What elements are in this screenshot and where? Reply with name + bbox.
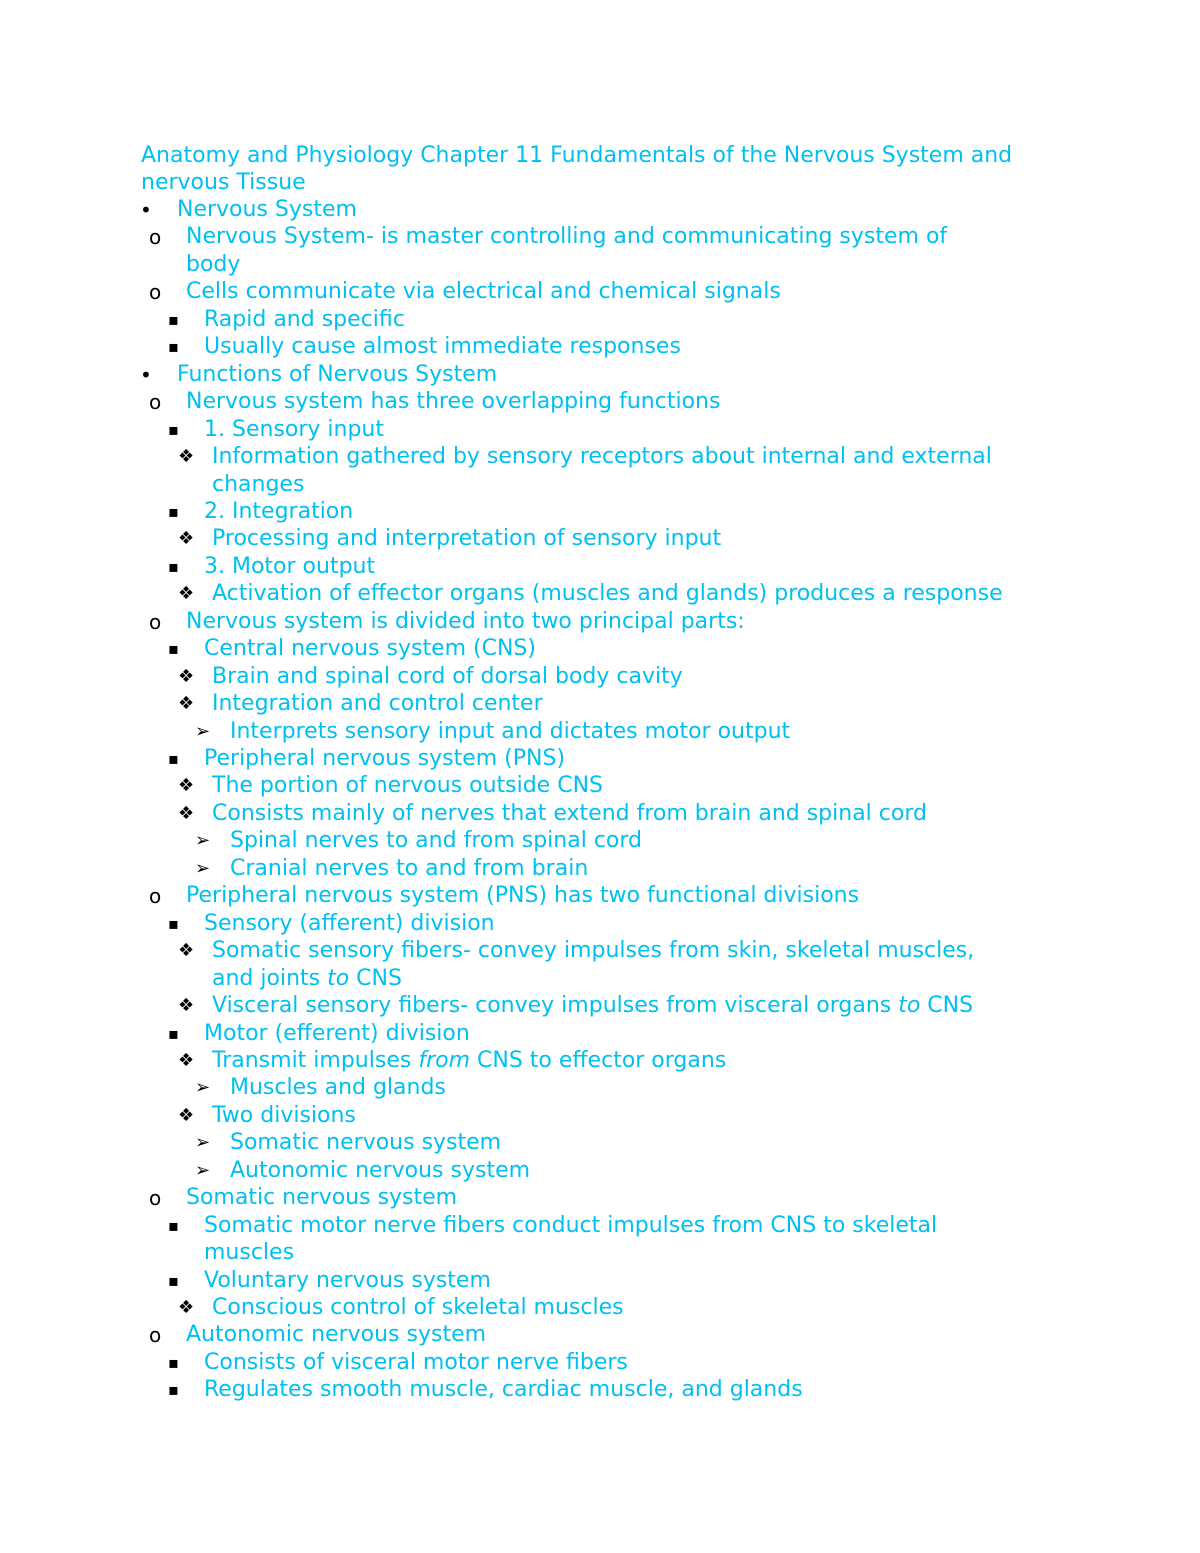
outline-line xyxy=(0,361,1200,389)
outline-line xyxy=(0,937,1200,965)
outline-text: changes xyxy=(212,472,305,497)
outline-text: Processing and interpretation of sensory input xyxy=(212,526,722,551)
bullet-l3-icon: ▪ xyxy=(168,749,179,768)
bullet-l4-icon: ❖ xyxy=(178,803,195,824)
bullet-l3-icon: ▪ xyxy=(168,1216,179,1235)
outline-text: 1. Sensory input xyxy=(204,417,384,442)
bullet-l4-icon: ❖ xyxy=(178,446,195,467)
outline-text: Muscles and glands xyxy=(230,1075,446,1100)
bullet-l4-icon: ❖ xyxy=(178,940,195,961)
bullet-l2-icon: o xyxy=(149,1186,162,1210)
outline-line xyxy=(0,1047,1200,1075)
text-segment: Transmit impulses xyxy=(212,1048,419,1073)
text-segment: CNS xyxy=(349,966,402,991)
bullet-l3-icon: ▪ xyxy=(168,557,179,576)
outline-text: Sensory (afferent) division xyxy=(204,911,495,936)
bullet-l3-icon: ▪ xyxy=(168,1024,179,1043)
outline-text: Usually cause almost immediate responses xyxy=(204,334,681,359)
outline-text: Spinal nerves to and from spinal cord xyxy=(230,828,643,853)
bullet-l1-icon: • xyxy=(140,363,152,387)
outline-text: The portion of nervous outside CNS xyxy=(212,773,603,798)
bullet-l1-icon: • xyxy=(140,198,152,222)
bullet-l4-icon: ❖ xyxy=(178,693,195,714)
outline-line xyxy=(0,1376,1200,1404)
text-segment: CNS to effector organs xyxy=(470,1048,727,1073)
outline-text: Interprets sensory input and dictates motor output xyxy=(230,719,791,744)
bullet-l3-icon: ▪ xyxy=(168,310,179,329)
outline-text: Consists mainly of nerves that extend from brain and spinal cord xyxy=(212,801,927,826)
bullet-l4-icon: ❖ xyxy=(178,995,195,1016)
outline-text: body xyxy=(186,252,241,277)
outline-text xyxy=(212,965,402,993)
bullet-l5-icon: ➢ xyxy=(195,1077,211,1098)
bullet-l2-icon: o xyxy=(149,1323,162,1347)
outline-line xyxy=(0,443,1200,471)
outline-line xyxy=(0,608,1200,636)
bullet-l2-icon: o xyxy=(149,390,162,414)
outline-text: 2. Integration xyxy=(204,499,354,524)
bullet-l4-icon: ❖ xyxy=(178,528,195,549)
text-segment: and joints xyxy=(212,966,328,991)
bullet-l2-icon: o xyxy=(149,280,162,304)
outline-text: Motor (efferent) division xyxy=(204,1021,470,1046)
outline-line xyxy=(0,1074,1200,1102)
outline-text: Autonomic nervous system xyxy=(186,1322,487,1347)
outline-text: Brain and spinal cord of dorsal body cavity xyxy=(212,664,683,689)
outline-line xyxy=(0,910,1200,938)
outline-text: Nervous System xyxy=(177,197,357,222)
outline-text: Peripheral nervous system (PNS) xyxy=(204,746,566,771)
outline-line xyxy=(0,1212,1200,1240)
outline-line xyxy=(0,1349,1200,1377)
outline-line xyxy=(0,1294,1200,1322)
outline-line xyxy=(0,992,1200,1020)
outline-line xyxy=(0,1239,1200,1267)
bullet-l3-icon: ▪ xyxy=(168,639,179,658)
outline-line xyxy=(0,553,1200,581)
bullet-l3-icon: ▪ xyxy=(168,337,179,356)
outline-line xyxy=(0,855,1200,883)
bullet-l5-icon: ➢ xyxy=(195,858,211,879)
outline-line xyxy=(0,827,1200,855)
bullet-l4-icon: ❖ xyxy=(178,1050,195,1071)
outline-line xyxy=(0,663,1200,691)
outline-text: Information gathered by sensory receptors about internal and external xyxy=(212,444,992,469)
outline-text: 3. Motor output xyxy=(204,554,376,579)
outline-text: muscles xyxy=(204,1240,295,1265)
bullet-l4-icon: ❖ xyxy=(178,775,195,796)
outline-line xyxy=(0,1102,1200,1130)
outline-text: Cranial nerves to and from brain xyxy=(230,856,589,881)
bullet-l5-icon: ➢ xyxy=(195,830,211,851)
outline-text: Two divisions xyxy=(212,1103,356,1128)
outline-line xyxy=(0,882,1200,910)
outline-line xyxy=(0,1157,1200,1185)
outline-line xyxy=(0,196,1200,224)
bullet-l4-icon: ❖ xyxy=(178,1297,195,1318)
bullet-l2-icon: o xyxy=(149,884,162,908)
outline-line xyxy=(0,471,1200,499)
outline-text xyxy=(212,992,973,1020)
outline-line xyxy=(0,251,1200,279)
outline-text: Conscious control of skeletal muscles xyxy=(212,1295,624,1320)
outline-line xyxy=(0,416,1200,444)
outline-text: Integration and control center xyxy=(212,691,543,716)
bullet-l3-icon: ▪ xyxy=(168,1353,179,1372)
outline-text: Activation of effector organs (muscles and glands) produces a response xyxy=(212,581,1003,606)
outline-text: Somatic motor nerve fibers conduct impulses from CNS to skeletal xyxy=(204,1213,938,1238)
outline-line xyxy=(0,800,1200,828)
outline-text: Voluntary nervous system xyxy=(204,1268,491,1293)
outline-text: Somatic nervous system xyxy=(186,1185,458,1210)
bullet-l3-icon: ▪ xyxy=(168,1380,179,1399)
outline-line xyxy=(0,1184,1200,1212)
outline-text xyxy=(212,1047,726,1075)
outline-text: Peripheral nervous system (PNS) has two functional divisions xyxy=(186,883,860,908)
outline-text: Consists of visceral motor nerve fibers xyxy=(204,1350,628,1375)
bullet-l4-icon: ❖ xyxy=(178,666,195,687)
bullet-l3-icon: ▪ xyxy=(168,914,179,933)
outline-text: Regulates smooth muscle, cardiac muscle, and glands xyxy=(204,1377,803,1402)
outline-text: Rapid and specific xyxy=(204,307,405,332)
outline-line xyxy=(0,525,1200,553)
bullet-l5-icon: ➢ xyxy=(195,721,211,742)
bullet-l3-icon: ▪ xyxy=(168,502,179,521)
outline-line xyxy=(0,1129,1200,1157)
outline-line xyxy=(0,278,1200,306)
document-title: Anatomy and Physiology Chapter 11 Fundamentals of the Nervous System and nervous Tissue xyxy=(141,143,1013,195)
italic-text: from xyxy=(418,1048,471,1073)
text-segment: Visceral sensory fibers- convey impulses from visceral organs xyxy=(212,993,899,1018)
text-segment: CNS xyxy=(920,993,974,1018)
outline-line xyxy=(0,745,1200,773)
outline-line xyxy=(0,718,1200,746)
outline-line xyxy=(0,965,1200,993)
outline-text: Somatic sensory fibers- convey impulses from skin, skeletal muscles, xyxy=(212,938,975,963)
bullet-l4-icon: ❖ xyxy=(178,1105,195,1126)
outline-text: Central nervous system (CNS) xyxy=(204,636,536,661)
outline-line xyxy=(0,690,1200,718)
outline-line xyxy=(0,333,1200,361)
outline-text: Nervous system has three overlapping functions xyxy=(186,389,721,414)
outline-line xyxy=(0,498,1200,526)
bullet-l3-icon: ▪ xyxy=(168,1271,179,1290)
outline-text: Cells communicate via electrical and chemical signals xyxy=(186,279,781,304)
bullet-l2-icon: o xyxy=(149,225,162,249)
italic-text: to xyxy=(898,993,921,1018)
bullet-l5-icon: ➢ xyxy=(195,1132,211,1153)
outline-line xyxy=(0,306,1200,334)
outline-line xyxy=(0,1321,1200,1349)
bullet-l2-icon: o xyxy=(149,610,162,634)
outline-line xyxy=(0,580,1200,608)
outline-text: Functions of Nervous System xyxy=(177,362,498,387)
outline-line xyxy=(0,635,1200,663)
outline-line xyxy=(0,1267,1200,1295)
bullet-l4-icon: ❖ xyxy=(178,583,195,604)
outline-line xyxy=(0,1020,1200,1048)
outline-line xyxy=(0,772,1200,800)
outline-line xyxy=(0,388,1200,416)
outline-text: Nervous System- is master controlling and communicating system of xyxy=(186,224,948,249)
outline-text: Somatic nervous system xyxy=(230,1130,502,1155)
outline-text: Nervous system is divided into two principal parts: xyxy=(186,609,745,634)
outline-line xyxy=(0,223,1200,251)
bullet-l5-icon: ➢ xyxy=(195,1160,211,1181)
outline-text: Autonomic nervous system xyxy=(230,1158,531,1183)
italic-text: to xyxy=(327,966,350,991)
bullet-l3-icon: ▪ xyxy=(168,420,179,439)
